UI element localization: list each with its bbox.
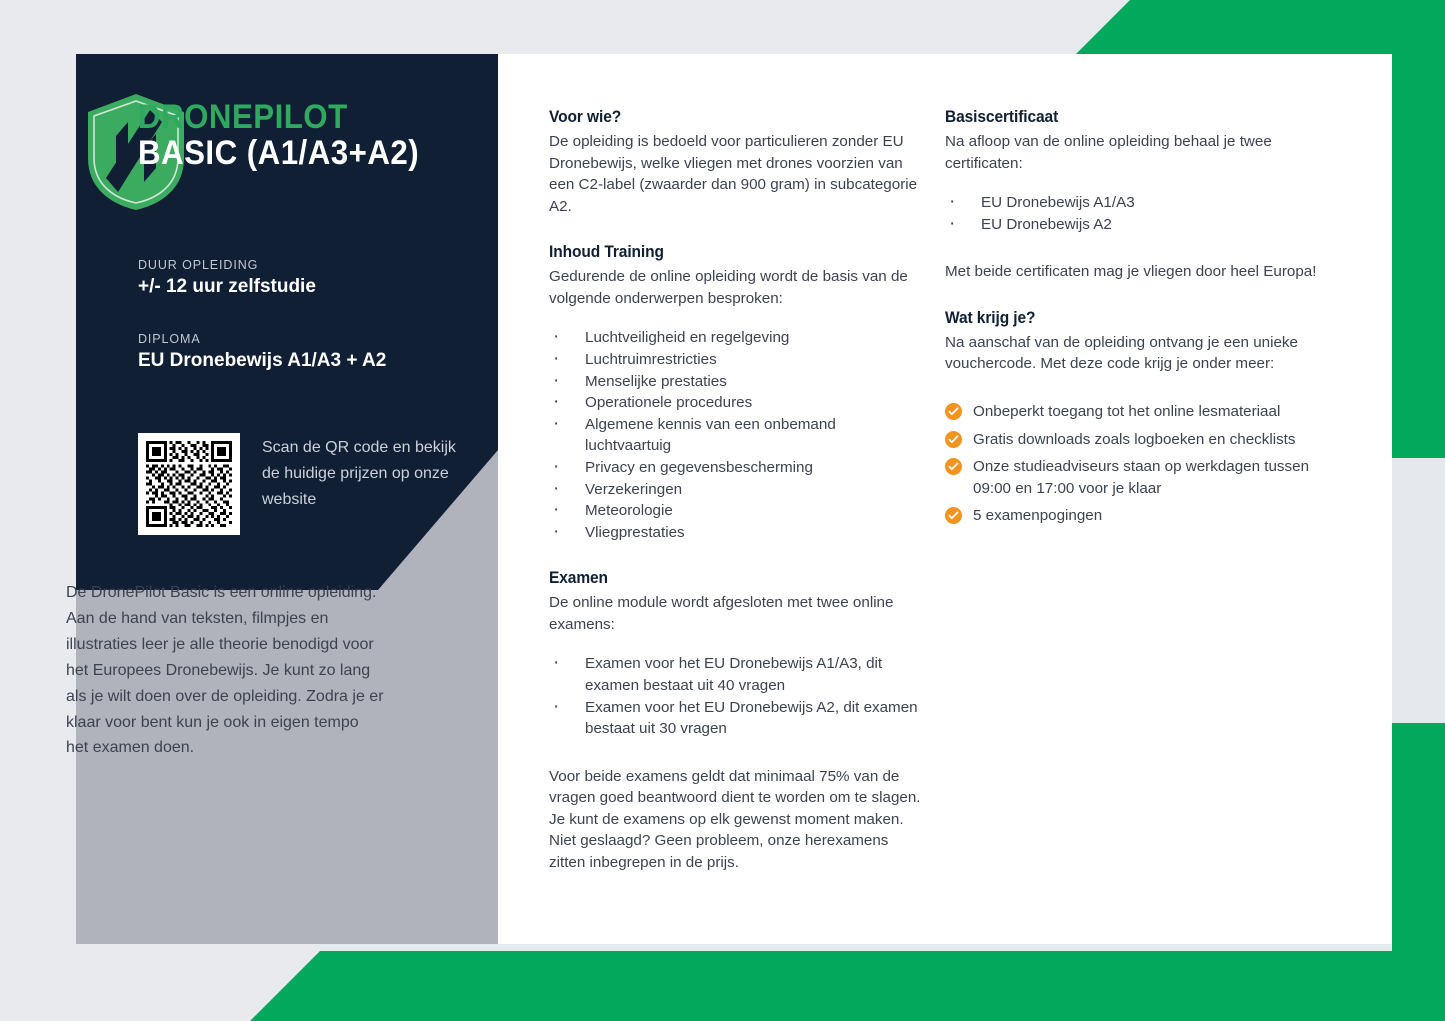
basiscertificaat-footer-text: Met beide certificaten mag je vliegen door heel Europa!	[945, 263, 1317, 281]
section-body-wat-krijg-je: Na aanschaf van de opleiding ontvang je een unieke vouchercode. Met deze code krijg je onder meer:	[945, 333, 1298, 373]
green-accent-right-upper	[1392, 55, 1445, 458]
qr-code-icon[interactable]	[138, 433, 240, 535]
meta-diploma	[138, 332, 386, 372]
section-title-inhoud-training: Inhoud Training	[549, 243, 664, 262]
section-body-voor-wie: De opleiding is bedoeld voor particulieren zonder EU Dronebewijs, welke vliegen met drones voorzien van een C2-label (zwaarder dan 900 gram) in subcategorie A2.	[549, 133, 918, 215]
examen-footer-text: Voor beide examens geldt dat minimaal 75% van de vragen goed beantwoord dient te worden om te slagen. Je kunt de examens op elk gewenst moment maken. Niet geslaagd? Geen probleem, onze herexamens zitten inbegrepen in de prijs.	[549, 767, 921, 872]
list-item: · Algemene kennis van een onbemand luchtvaartuig	[549, 414, 921, 457]
list-item: · Menselijke prestaties	[549, 371, 921, 393]
section-title-examen: Examen	[549, 569, 608, 588]
brand-title-primary: DRONEPILOT	[138, 98, 348, 136]
gray-accent-right-middle	[1392, 458, 1445, 723]
list-item: · Meteorologie	[549, 500, 921, 522]
list-item-label: Onze studieadviseurs staan op werkdagen tussen 09:00 en 17:00 voor je klaar	[973, 458, 1310, 497]
list-item: · Examen voor het EU Dronebewijs A2, dit examen bestaat uit 30 vragen	[549, 697, 921, 740]
basiscertificaat-list	[945, 192, 1317, 235]
middle-content-column	[549, 108, 921, 874]
list-item: · Luchtruimrestricties	[549, 349, 921, 371]
section-title-basiscertificaat: Basiscertificaat	[945, 108, 1059, 126]
meta-duration	[138, 258, 316, 298]
list-item: · Verzekeringen	[549, 479, 921, 501]
section-body-basiscertificaat: Na afloop van de online opleiding behaal je twee certificaten:	[945, 133, 1272, 172]
brand-title-block	[138, 100, 444, 172]
list-item-label: Onbeperkt toegang tot het online lesmateriaal	[973, 403, 1281, 421]
list-item: · Privacy en gegevensbescherming	[549, 457, 921, 479]
check-circle-icon	[945, 458, 962, 475]
section-body-examen: De online module wordt afgesloten met twee online examens:	[549, 594, 894, 633]
examen-list	[549, 653, 921, 739]
green-accent-right-lower	[1392, 723, 1445, 951]
brand-header	[76, 54, 498, 234]
brand-title-secondary: BASIC (A1/A3+A2)	[138, 134, 420, 172]
list-item: · Operationele procedures	[549, 392, 921, 414]
section-title-wat-krijg-je: Wat krijg je?	[945, 308, 1036, 327]
list-item: · EU Dronebewijs A1/A3	[945, 192, 1317, 214]
meta-duration-label: DUUR OPLEIDING	[138, 258, 259, 272]
list-item-label: Gratis downloads zoals logboeken en checklists	[973, 430, 1296, 448]
list-item	[945, 429, 1317, 451]
inhoud-training-list	[549, 327, 921, 543]
green-accent-bottom	[250, 951, 1445, 1021]
meta-duration-value: +/- 12 uur zelfstudie	[138, 276, 316, 297]
meta-diploma-value: EU Dronebewijs A1/A3 + A2	[138, 350, 387, 371]
section-body-inhoud-training: Gedurende de online opleiding wordt de basis van de volgende onderwerpen besproken:	[549, 268, 908, 307]
qr-block	[138, 433, 457, 535]
list-item: · Examen voor het EU Dronebewijs A1/A3, dit examen bestaat uit 40 vragen	[549, 653, 921, 696]
check-circle-icon	[945, 507, 962, 524]
list-item	[945, 401, 1317, 423]
wat-krijg-je-list	[945, 401, 1317, 527]
check-circle-icon	[945, 431, 962, 448]
list-item: · Luchtveiligheid en regelgeving	[549, 327, 921, 349]
meta-diploma-label: DIPLOMA	[138, 332, 201, 346]
list-item	[945, 456, 1317, 499]
list-item-label: 5 examenpogingen	[973, 507, 1103, 525]
check-circle-icon	[945, 403, 962, 420]
list-item: · Vliegprestaties	[549, 522, 921, 544]
right-content-column	[945, 108, 1317, 533]
section-title-voor-wie: Voor wie?	[549, 108, 622, 126]
list-item: · EU Dronebewijs A2	[945, 214, 1317, 236]
sidebar-description: De DronePilot Basic is een online opleiding. Aan de hand van teksten, filmpjes en illustraties leer je alle theorie benodigd voor het Europees Dronebewijs. Je kunt zo lang als je wilt doen over de opleiding. Zodra je er klaar voor bent kun je ook in eigen tempo het examen doen.	[66, 584, 384, 757]
green-accent-top-right	[1020, 0, 1445, 55]
qr-instruction-text: Scan de QR code en bekijk de huidige prijzen op onze website	[262, 439, 456, 508]
list-item	[945, 505, 1317, 527]
